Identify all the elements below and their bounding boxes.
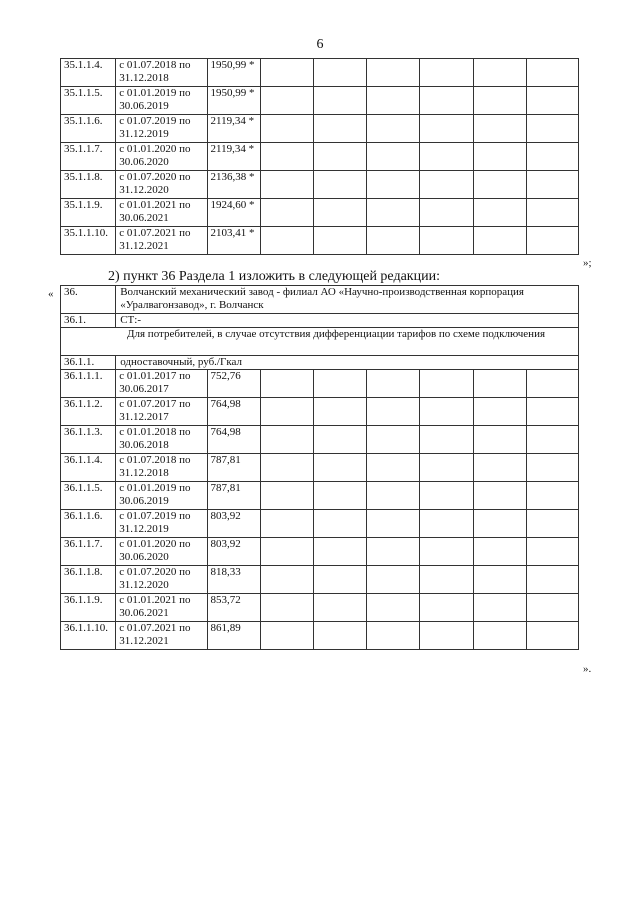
empty-cell bbox=[473, 538, 526, 566]
empty-cell bbox=[313, 538, 366, 566]
empty-cell bbox=[260, 566, 313, 594]
empty-cell bbox=[473, 566, 526, 594]
page-number: 6 bbox=[316, 37, 324, 52]
empty-cell bbox=[313, 454, 366, 482]
empty-cell bbox=[420, 171, 473, 199]
row-period: с 01.07.2021 по 31.12.2021 bbox=[116, 622, 207, 650]
empty-cell bbox=[313, 115, 366, 143]
empty-cell bbox=[420, 199, 473, 227]
row-period: с 01.07.2019 по 31.12.2019 bbox=[116, 115, 207, 143]
empty-cell bbox=[260, 171, 313, 199]
empty-cell bbox=[526, 370, 578, 398]
empty-cell bbox=[313, 510, 366, 538]
empty-cell bbox=[313, 398, 366, 426]
empty-cell bbox=[260, 398, 313, 426]
row-period: с 01.01.2017 по 30.06.2017 bbox=[116, 370, 207, 398]
empty-cell bbox=[260, 594, 313, 622]
tariff-table-36 bbox=[60, 285, 579, 650]
row-value: 818,33 bbox=[207, 566, 260, 594]
table-row bbox=[61, 426, 579, 454]
empty-cell bbox=[526, 199, 578, 227]
empty-cell bbox=[367, 59, 420, 87]
empty-cell bbox=[420, 227, 473, 255]
empty-cell bbox=[367, 115, 420, 143]
st-label: СТ:- bbox=[116, 314, 579, 328]
row-period: с 01.07.2017 по 31.12.2017 bbox=[116, 398, 207, 426]
row-period: с 01.07.2018 по 31.12.2018 bbox=[116, 59, 207, 87]
empty-cell bbox=[526, 398, 578, 426]
row-period: с 01.07.2019 по 31.12.2019 bbox=[116, 510, 207, 538]
amendment-intro-text: 2) пункт 36 Раздела 1 изложить в следующей редакции: bbox=[108, 269, 440, 284]
row-code: 35.1.1.5. bbox=[61, 87, 116, 115]
empty-cell bbox=[420, 622, 473, 650]
row-value: 803,92 bbox=[207, 510, 260, 538]
row-period: с 01.07.2021 по 31.12.2021 bbox=[116, 227, 207, 255]
empty-cell bbox=[367, 171, 420, 199]
empty-cell bbox=[367, 594, 420, 622]
empty-cell bbox=[420, 143, 473, 171]
empty-cell bbox=[367, 143, 420, 171]
table-row bbox=[61, 171, 579, 199]
empty-cell bbox=[473, 454, 526, 482]
empty-cell bbox=[313, 566, 366, 594]
row-code: 35.1.1.6. bbox=[61, 115, 116, 143]
row-value: 787,81 bbox=[207, 482, 260, 510]
empty-cell bbox=[473, 171, 526, 199]
empty-cell bbox=[526, 426, 578, 454]
empty-cell bbox=[260, 199, 313, 227]
empty-cell bbox=[420, 566, 473, 594]
empty-cell bbox=[526, 622, 578, 650]
empty-cell bbox=[313, 59, 366, 87]
row-value: 2119,34 * bbox=[207, 143, 260, 171]
empty-cell bbox=[420, 482, 473, 510]
empty-cell bbox=[526, 510, 578, 538]
table-row bbox=[61, 143, 579, 171]
empty-cell bbox=[367, 426, 420, 454]
table-row bbox=[61, 370, 579, 398]
rate-label: одноставочный, руб./Гкал bbox=[116, 356, 579, 370]
table-row bbox=[61, 566, 579, 594]
table-row bbox=[61, 87, 579, 115]
row-code: 35.1.1.8. bbox=[61, 171, 116, 199]
table-row bbox=[61, 199, 579, 227]
row-period: с 01.01.2021 по 30.06.2021 bbox=[116, 594, 207, 622]
row-value: 2103,41 * bbox=[207, 227, 260, 255]
row-code: 36.1.1.10. bbox=[61, 622, 116, 650]
empty-cell bbox=[313, 143, 366, 171]
row-period: с 01.07.2018 по 31.12.2018 bbox=[116, 454, 207, 482]
empty-cell bbox=[526, 454, 578, 482]
consumers-row bbox=[61, 328, 579, 356]
table-row bbox=[61, 594, 579, 622]
row-code: 36.1.1.7. bbox=[61, 538, 116, 566]
empty-cell bbox=[367, 227, 420, 255]
empty-cell bbox=[260, 59, 313, 87]
row-value: 861,89 bbox=[207, 622, 260, 650]
empty-cell bbox=[526, 482, 578, 510]
row-code: 35.1.1.10. bbox=[61, 227, 116, 255]
empty-cell bbox=[526, 594, 578, 622]
empty-cell bbox=[313, 87, 366, 115]
empty-cell bbox=[260, 622, 313, 650]
empty-cell bbox=[473, 87, 526, 115]
row-value: 853,72 bbox=[207, 594, 260, 622]
row-period: с 01.01.2019 по 30.06.2019 bbox=[116, 482, 207, 510]
empty-cell bbox=[367, 454, 420, 482]
empty-cell bbox=[526, 566, 578, 594]
empty-cell bbox=[420, 87, 473, 115]
row-code: 36.1.1.9. bbox=[61, 594, 116, 622]
empty-cell bbox=[526, 87, 578, 115]
empty-cell bbox=[526, 115, 578, 143]
row-code: 35.1.1.4. bbox=[61, 59, 116, 87]
empty-cell bbox=[367, 87, 420, 115]
org-header-row bbox=[61, 286, 579, 314]
empty-cell bbox=[473, 199, 526, 227]
empty-cell bbox=[473, 59, 526, 87]
closing-quote-table-35: »; bbox=[583, 257, 592, 269]
empty-cell bbox=[313, 426, 366, 454]
empty-cell bbox=[473, 143, 526, 171]
row-value: 2119,34 * bbox=[207, 115, 260, 143]
row-period: с 01.01.2018 по 30.06.2018 bbox=[116, 426, 207, 454]
table-row bbox=[61, 482, 579, 510]
empty-cell bbox=[313, 227, 366, 255]
row-value: 803,92 bbox=[207, 538, 260, 566]
empty-cell bbox=[420, 594, 473, 622]
empty-cell bbox=[473, 426, 526, 454]
row-value: 752,76 bbox=[207, 370, 260, 398]
empty-cell bbox=[260, 143, 313, 171]
empty-cell bbox=[313, 594, 366, 622]
empty-cell bbox=[367, 482, 420, 510]
table-row bbox=[61, 454, 579, 482]
empty-cell bbox=[313, 171, 366, 199]
row-value: 1924,60 * bbox=[207, 199, 260, 227]
table-row bbox=[61, 59, 579, 87]
empty-cell bbox=[367, 566, 420, 594]
empty-cell bbox=[420, 538, 473, 566]
empty-cell bbox=[526, 143, 578, 171]
empty-cell bbox=[313, 199, 366, 227]
empty-cell bbox=[473, 398, 526, 426]
empty-cell bbox=[260, 426, 313, 454]
empty-cell bbox=[420, 510, 473, 538]
empty-cell bbox=[367, 370, 420, 398]
table-row bbox=[61, 510, 579, 538]
empty-cell bbox=[367, 622, 420, 650]
empty-cell bbox=[367, 199, 420, 227]
table-row bbox=[61, 398, 579, 426]
empty-cell bbox=[260, 454, 313, 482]
empty-cell bbox=[420, 370, 473, 398]
empty-cell bbox=[473, 594, 526, 622]
row-value: 787,81 bbox=[207, 454, 260, 482]
row-code: 36.1.1.6. bbox=[61, 510, 116, 538]
st-code: 36.1. bbox=[61, 314, 116, 328]
empty-cell bbox=[526, 59, 578, 87]
closing-quote-table-36: ». bbox=[583, 663, 592, 675]
rate-code: 36.1.1. bbox=[61, 356, 116, 370]
row-value: 764,98 bbox=[207, 426, 260, 454]
empty-cell bbox=[420, 398, 473, 426]
row-value: 764,98 bbox=[207, 398, 260, 426]
empty-cell bbox=[420, 59, 473, 87]
row-code: 36.1.1.5. bbox=[61, 482, 116, 510]
row-code: 35.1.1.7. bbox=[61, 143, 116, 171]
empty-cell bbox=[260, 227, 313, 255]
empty-cell bbox=[473, 482, 526, 510]
row-period: с 01.07.2020 по 31.12.2020 bbox=[116, 566, 207, 594]
row-code: 35.1.1.9. bbox=[61, 199, 116, 227]
empty-cell bbox=[420, 454, 473, 482]
opening-quote-table-36: « bbox=[48, 288, 54, 300]
row-value: 1950,99 * bbox=[207, 59, 260, 87]
st-row bbox=[61, 314, 579, 328]
empty-cell bbox=[260, 87, 313, 115]
empty-cell bbox=[313, 370, 366, 398]
table-row bbox=[61, 115, 579, 143]
empty-cell bbox=[473, 115, 526, 143]
empty-cell bbox=[526, 538, 578, 566]
empty-cell bbox=[313, 622, 366, 650]
empty-cell bbox=[367, 510, 420, 538]
empty-cell bbox=[526, 171, 578, 199]
empty-cell bbox=[260, 510, 313, 538]
rate-row bbox=[61, 356, 579, 370]
empty-cell bbox=[526, 227, 578, 255]
empty-cell bbox=[367, 398, 420, 426]
row-period: с 01.07.2020 по 31.12.2020 bbox=[116, 171, 207, 199]
row-period: с 01.01.2021 по 30.06.2021 bbox=[116, 199, 207, 227]
empty-cell bbox=[473, 622, 526, 650]
empty-cell bbox=[260, 370, 313, 398]
org-name: Волчанский механический завод - филиал АО «Научно-производственная корпорация «Уралвагонзавод», г. Волчанск bbox=[116, 286, 579, 314]
empty-cell bbox=[260, 538, 313, 566]
row-period: с 01.01.2020 по 30.06.2020 bbox=[116, 538, 207, 566]
row-value: 1950,99 * bbox=[207, 87, 260, 115]
table-row bbox=[61, 538, 579, 566]
row-period: с 01.01.2019 по 30.06.2019 bbox=[116, 87, 207, 115]
row-period: с 01.01.2020 по 30.06.2020 bbox=[116, 143, 207, 171]
table-row bbox=[61, 622, 579, 650]
empty-cell bbox=[367, 538, 420, 566]
empty-cell bbox=[260, 115, 313, 143]
empty-cell bbox=[473, 370, 526, 398]
empty-cell bbox=[473, 510, 526, 538]
empty-cell bbox=[313, 482, 366, 510]
row-code: 36.1.1.2. bbox=[61, 398, 116, 426]
empty-cell bbox=[420, 115, 473, 143]
org-code: 36. bbox=[61, 286, 116, 314]
consumers-text: Для потребителей, в случае отсутствия дифференциации тарифов по схеме подключения bbox=[61, 328, 579, 356]
row-code: 36.1.1.3. bbox=[61, 426, 116, 454]
row-code: 36.1.1.8. bbox=[61, 566, 116, 594]
empty-cell bbox=[260, 482, 313, 510]
row-value: 2136,38 * bbox=[207, 171, 260, 199]
row-code: 36.1.1.1. bbox=[61, 370, 116, 398]
row-code: 36.1.1.4. bbox=[61, 454, 116, 482]
tariff-table-35 bbox=[60, 58, 579, 255]
empty-cell bbox=[420, 426, 473, 454]
empty-cell bbox=[473, 227, 526, 255]
table-row bbox=[61, 227, 579, 255]
